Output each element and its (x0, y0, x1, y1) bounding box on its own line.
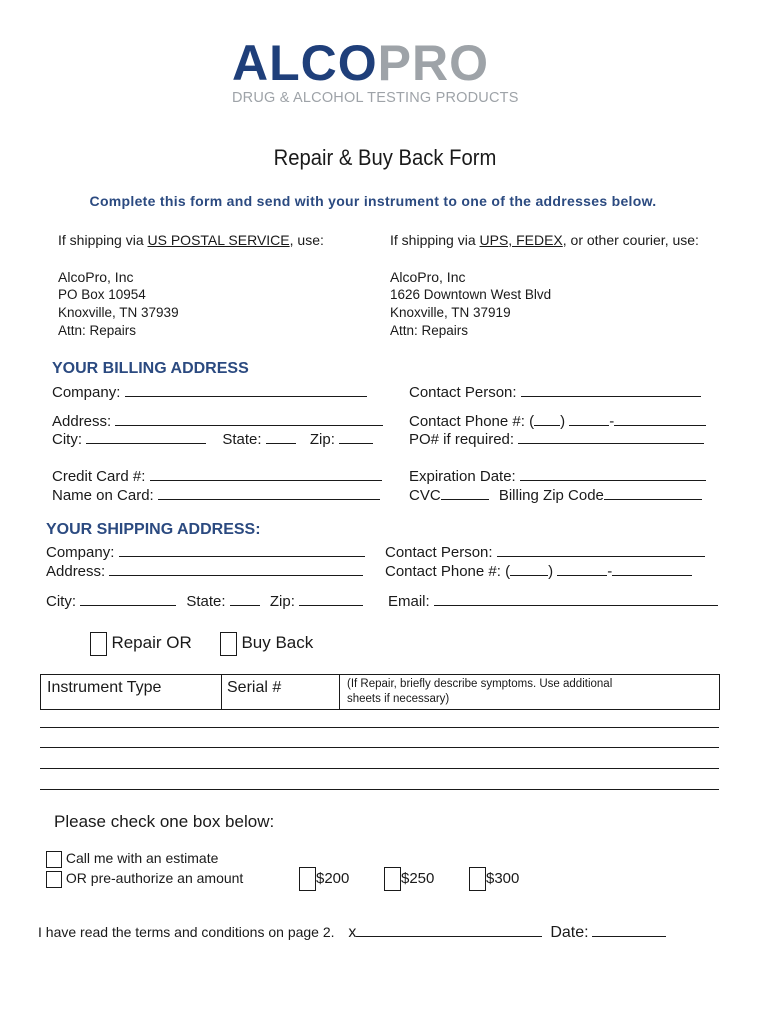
billing-state-field[interactable] (266, 429, 296, 444)
credit-card-row: Credit Card #: (52, 466, 382, 485)
repair-checkbox[interactable] (90, 632, 107, 656)
shipping-contact-row: Contact Person: (385, 542, 705, 561)
expiration-field[interactable] (520, 466, 706, 481)
billing-heading: YOUR BILLING ADDRESS (52, 360, 249, 377)
postal-address: AlcoPro, Inc PO Box 10954 Knoxville, TN 37939 Attn: Repairs (58, 269, 179, 338)
shipping-contact-field[interactable] (497, 542, 705, 557)
serial-cell[interactable]: Serial # (221, 675, 340, 709)
billing-po-field[interactable] (518, 429, 704, 444)
instrument-type-cell[interactable]: Instrument Type (41, 675, 222, 709)
billing-phone-line-field[interactable] (614, 411, 706, 426)
credit-card-field[interactable] (150, 466, 382, 481)
billing-phone-area-field[interactable] (534, 411, 560, 426)
name-on-card-row: Name on Card: (52, 485, 380, 504)
billing-contact-row: Contact Person: (409, 382, 701, 401)
billing-phone-row: Contact Phone #: ( ) - (409, 411, 706, 430)
shipping-address-field[interactable] (109, 561, 363, 576)
billing-company-field[interactable] (125, 382, 367, 397)
shipping-left-heading: If shipping via US POSTAL SERVICE, use: (58, 232, 324, 248)
symptoms-cell[interactable]: (If Repair, briefly describe symptoms. Use additional sheets if necessary) (347, 678, 613, 705)
alcopro-logo (232, 35, 532, 106)
shipping-phone-line-field[interactable] (612, 561, 692, 576)
buyback-option[interactable]: Buy Back (220, 632, 313, 656)
shipping-address-row: Address: (46, 561, 363, 580)
shipping-email-field[interactable] (434, 591, 718, 606)
buyback-checkbox[interactable] (220, 632, 237, 656)
billing-zip-code-field[interactable] (604, 485, 702, 500)
shipping-phone-prefix-field[interactable] (557, 561, 607, 576)
form-title: Repair & Buy Back Form (273, 145, 497, 170)
shipping-right-heading: If shipping via UPS, FEDEX, or other courier, use: (390, 232, 699, 248)
shipping-phone-area-field[interactable] (510, 561, 548, 576)
billing-company-row: Company: (52, 382, 367, 401)
billing-city-field[interactable] (86, 429, 206, 444)
shipping-phone-row: Contact Phone #: ( ) - (385, 561, 692, 580)
courier-address: AlcoPro, Inc 1626 Downtown West Blvd Knoxville, TN 37919 Attn: Repairs (390, 269, 552, 338)
shipping-city-row: City: State: Zip: (46, 591, 363, 610)
amount-option-250[interactable]: $250 (384, 867, 434, 891)
estimate-option[interactable]: Call me with an estimate (46, 850, 218, 868)
symptom-line-1[interactable] (40, 727, 719, 728)
expiration-row: Expiration Date: (409, 466, 706, 485)
signature-field[interactable] (356, 922, 542, 937)
date-field[interactable] (592, 922, 666, 937)
terms-row: I have read the terms and conditions on page 2. x Date: (38, 922, 666, 942)
cvc-field[interactable] (441, 485, 489, 500)
preauthorize-option[interactable]: OR pre-authorize an amount (46, 870, 243, 888)
billing-contact-field[interactable] (521, 382, 701, 397)
estimate-checkbox[interactable] (46, 851, 62, 868)
shipping-city-field[interactable] (80, 591, 176, 606)
shipping-company-field[interactable] (119, 542, 365, 557)
shipping-email-row: Email: (388, 591, 718, 610)
symptom-line-2[interactable] (40, 747, 719, 748)
amount-option-300[interactable]: $300 (469, 867, 519, 891)
logo-tagline: DRUG & ALCOHOL TESTING PRODUCTS (232, 90, 519, 106)
amount-200-checkbox[interactable] (299, 867, 316, 891)
billing-zip-field[interactable] (339, 429, 373, 444)
form-instructions: Complete this form and send with your instrument to one of the addresses below. (89, 193, 657, 209)
name-on-card-field[interactable] (158, 485, 380, 500)
billing-address-field[interactable] (115, 411, 383, 426)
symptom-line-4[interactable] (40, 789, 719, 790)
repair-option[interactable]: Repair OR (90, 632, 192, 656)
shipping-state-field[interactable] (230, 591, 260, 606)
billing-city-row: City: State: Zip: (52, 429, 373, 448)
shipping-heading: YOUR SHIPPING ADDRESS: (46, 521, 261, 538)
symptom-line-3[interactable] (40, 768, 719, 769)
billing-phone-prefix-field[interactable] (569, 411, 609, 426)
billing-po-row: PO# if required: (409, 429, 704, 448)
amount-option-200[interactable]: $200 (299, 867, 349, 891)
shipping-zip-field[interactable] (299, 591, 363, 606)
amount-250-checkbox[interactable] (384, 867, 401, 891)
check-heading: Please check one box below: (54, 812, 275, 831)
instrument-table (40, 674, 720, 710)
logo-wordmark: ALCOPRO (232, 35, 490, 91)
cvc-row: CVC Billing Zip Code (409, 485, 702, 504)
shipping-company-row: Company: (46, 542, 365, 561)
preauthorize-checkbox[interactable] (46, 871, 62, 888)
billing-address-row: Address: (52, 411, 383, 430)
amount-300-checkbox[interactable] (469, 867, 486, 891)
